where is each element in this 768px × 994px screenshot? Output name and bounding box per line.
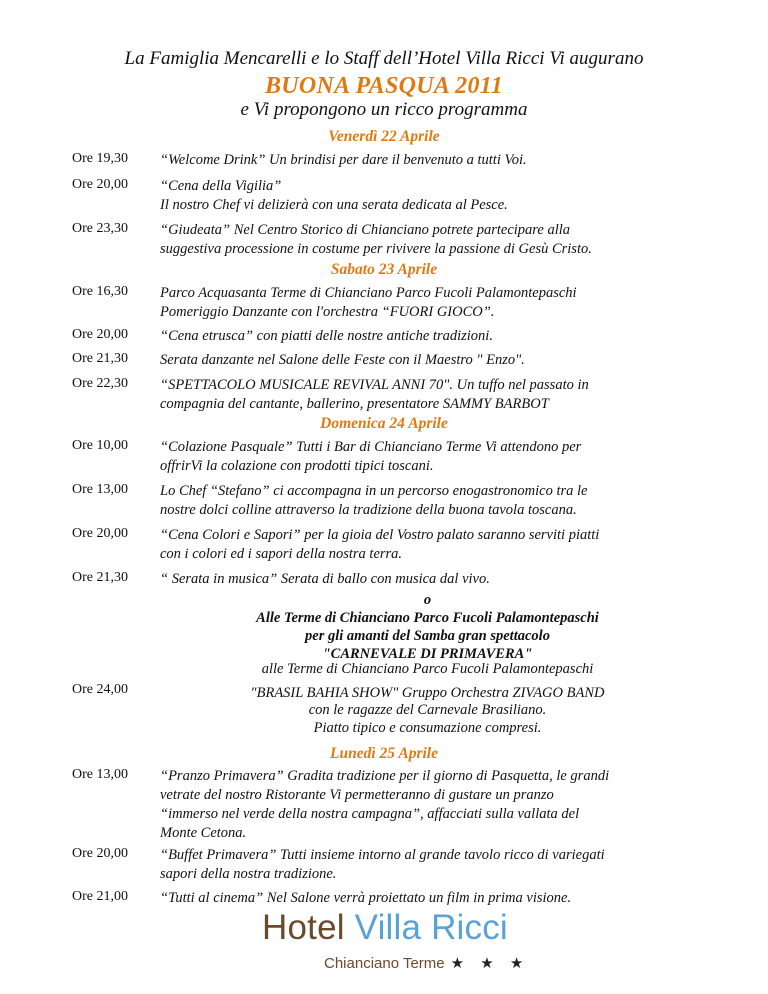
star-rating-icon: ★ ★ ★ [450, 955, 530, 972]
event-line: “Welcome Drink” Un brindisi per dare il benvenuto a tutti Voi. [160, 152, 527, 168]
event-line: “Buffet Primavera” Tutti insieme intorno al grande tavolo ricco di variegati [160, 847, 605, 863]
event-line: Parco Acquasanta Terme di Chianciano Parco Fucoli Palamontepaschi [160, 285, 577, 301]
late-show-line: Piatto tipico e consumazione compresi. [313, 719, 542, 736]
day-heading-monday: Lunedì 25 Aprile [330, 745, 438, 762]
logo-word-villa-ricci: Villa Ricci [354, 908, 508, 947]
event-description [160, 526, 695, 564]
event-time: Ore 20,00 [72, 846, 128, 861]
event-time: Ore 21,00 [72, 889, 128, 904]
day-heading-saturday: Sabato 23 Aprile [330, 261, 438, 278]
hotel-logo [262, 908, 542, 978]
event-line: “Cena etrusca” con piatti delle nostre antiche tradizioni. [160, 328, 493, 344]
event-time: Ore 20,00 [72, 177, 128, 192]
event-description [160, 889, 695, 908]
event-time: Ore 10,00 [72, 438, 128, 453]
program-intro: e Vi propongono un ricco programma [240, 99, 528, 120]
event-description [160, 221, 695, 259]
event-line: “SPETTACOLO MUSICALE REVIVAL ANNI 70". Un tuffo nel passato in [160, 377, 589, 393]
event-line: “Colazione Pasquale” Tutti i Bar di Chianciano Terme Vi attendono per [160, 439, 582, 455]
event-time: Ore 21,30 [72, 570, 128, 585]
late-show [160, 661, 695, 737]
event-line: “Tutti al cinema” Nel Salone verrà proiettato un film in prima visione. [160, 890, 572, 906]
event-line: “Cena della Vigilia” [160, 178, 282, 194]
logo-word-hotel: Hotel [262, 908, 345, 947]
event-line: Lo Chef “Stefano” ci accompagna in un percorso enogastronomico tra le [160, 483, 588, 499]
event-time: Ore 23,30 [72, 221, 128, 236]
event-description [160, 327, 695, 346]
or-separator: o [423, 592, 432, 608]
event-description [160, 351, 695, 370]
event-time: Ore 13,00 [72, 482, 128, 497]
event-line: “Cena Colori e Sapori” per la gioia del Vostro palato saranno serviti piatti [160, 527, 600, 543]
event-description [160, 767, 695, 843]
event-line: vetrate del nostro Ristorante Vi permetteranno di gustare un pranzo [160, 787, 554, 803]
event-line: Il nostro Chef vi delizierà con una serata dedicata al Pesce. [160, 197, 508, 213]
late-show-line: con le ragazze del Carnevale Brasiliano. [308, 702, 547, 718]
event-line: “Giudeata” Nel Centro Storico di Chianciano potrete partecipare alla [160, 222, 571, 238]
event-line: con i colori ed i sapori della nostra terra. [160, 546, 403, 562]
event-line: offrirVi la colazione con prodotti tipici toscani. [160, 458, 434, 474]
event-line: compagnia del cantante, ballerino, presentatore SAMMY BARBOT [160, 396, 549, 412]
event-time: Ore 22,30 [72, 376, 128, 391]
event-time: Ore 20,00 [72, 526, 128, 541]
day-heading-friday: Venerdì 22 Aprile [328, 128, 440, 145]
event-line: “immerso nel verde della nostra campagna”, affacciati sulla vallata del [160, 806, 580, 822]
event-time: Ore 19,30 [72, 151, 128, 166]
event-description [160, 151, 695, 170]
alternative-line: "CARNEVALE DI PRIMAVERA" [322, 646, 533, 662]
greeting-line: La Famiglia Mencarelli e lo Staff dell’Hotel Villa Ricci Vi augurano [124, 48, 644, 69]
event-line: Monte Cetona. [160, 825, 247, 841]
late-show-line: "BRASIL BAHIA SHOW" Gruppo Orchestra ZIVAGO BAND [250, 684, 605, 701]
event-time: Ore 20,00 [72, 327, 128, 342]
event-description [160, 376, 695, 414]
event-description [160, 284, 695, 322]
event-description [160, 177, 695, 215]
event-time: Ore 24,00 [72, 682, 128, 697]
easter-title: BUONA PASQUA 2011 [264, 73, 504, 99]
event-line: “Pranzo Primavera” Gradita tradizione per il giorno di Pasquetta, le grandi [160, 768, 610, 784]
event-description [160, 570, 695, 589]
event-line: sapori della nostra tradizione. [160, 866, 337, 882]
event-description [160, 482, 695, 520]
event-line: “ Serata in musica” Serata di ballo con musica dal vivo. [160, 571, 490, 587]
event-time: Ore 16,30 [72, 284, 128, 299]
day-heading-sunday: Domenica 24 Aprile [320, 415, 448, 432]
event-description [160, 846, 695, 884]
event-time: Ore 13,00 [72, 767, 128, 782]
logo-wordmark [262, 908, 508, 948]
event-line: Pomeriggio Danzante con l'orchestra “FUORI GIOCO”. [160, 304, 495, 320]
event-time: Ore 21,30 [72, 351, 128, 366]
alternative-line: per gli amanti del Samba gran spettacolo [305, 628, 550, 644]
event-description [160, 438, 695, 476]
event-line: suggestiva processione in costume per rivivere la passione di Gesù Cristo. [160, 241, 592, 257]
alternative-line: Alle Terme di Chianciano Parco Fucoli Palamontepaschi [256, 610, 599, 626]
logo-city: Chianciano Terme [324, 955, 445, 972]
event-line: nostre dolci colline attraverso la tradizione della buona tavola toscana. [160, 502, 577, 518]
event-line: Serata danzante nel Salone delle Feste con il Maestro " Enzo". [160, 352, 525, 368]
alternative-show [160, 591, 695, 663]
logo-location [324, 954, 529, 972]
late-show-line: alle Terme di Chianciano Parco Fucoli Palamontepaschi [261, 661, 594, 677]
